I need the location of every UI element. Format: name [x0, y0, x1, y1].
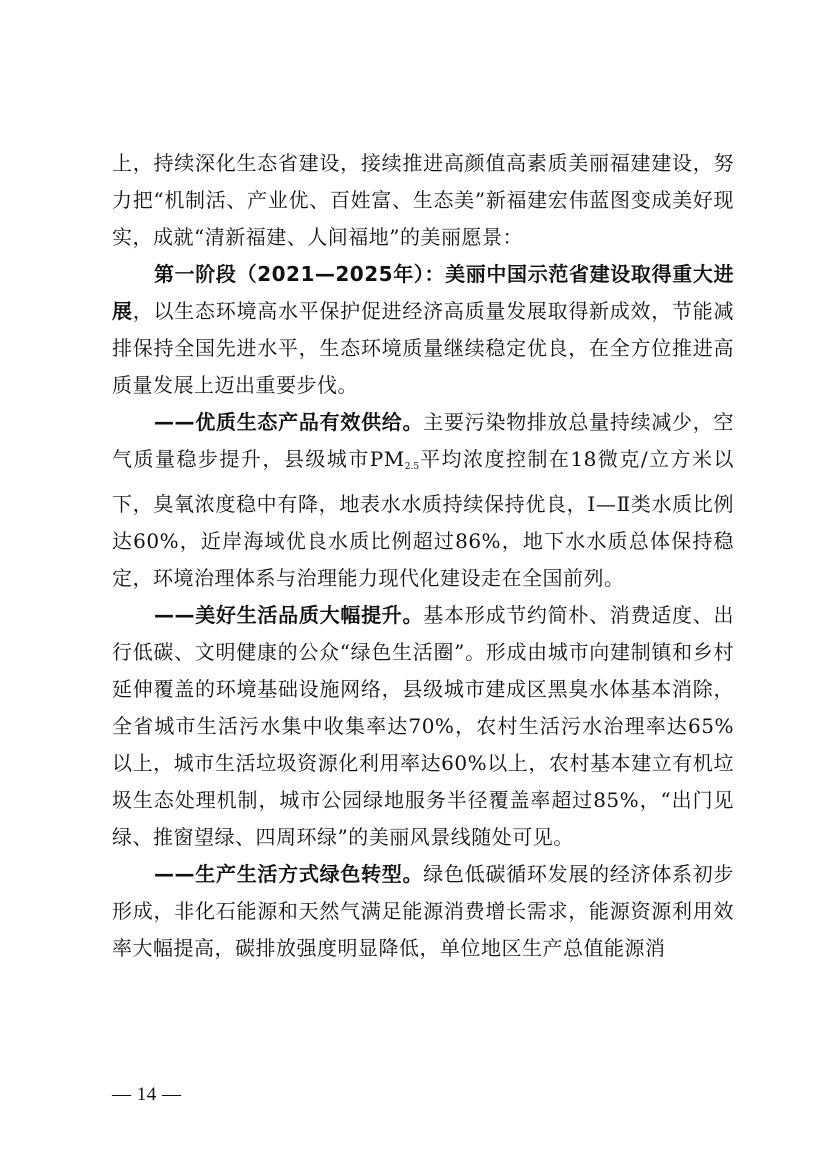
paragraph-heading: 第一阶段（2021—2025年）：美丽中国示范省建设取得重大进展	[112, 262, 734, 323]
document-body	[112, 145, 734, 967]
paragraph-text: 上，持续深化生态省建设，接续推进高颜值高素质美丽福建建设，努力把“机制活、产业优、百姓富、生态美”新福建宏伟蓝图变成美好现实，成就“清新福建、人间福地”的美丽愿景：	[112, 151, 734, 249]
paragraph-text: 平均浓度控制在18微克/立方米以下，臭氧浓度稳中有降，地表水水质持续保持优良，Ⅰ—Ⅱ类水质比例达60%，近岸海域优良水质比例超过86%，地下水水质总体保持稳定，环境治理体系与治理能力现代化建设走在全国前列。	[112, 447, 734, 590]
paragraph-ecological-products	[112, 404, 734, 597]
paragraph-text: 主要污染物排放总量持续减少，空气质量稳步提升，县级城市PM	[112, 410, 735, 471]
paragraph-green-transition	[112, 856, 734, 967]
paragraph-heading: ——生产生活方式绿色转型。	[154, 862, 424, 886]
paragraph-stage-one	[112, 256, 734, 404]
paragraph-text: 绿色低碳循环发展的经济体系初步形成，非化石能源和天然气满足能源消费增长需求，能源资源利用效率大幅提高，碳排放强度明显降低，单位地区生产总值能源消	[112, 862, 735, 960]
paragraph-heading: ——美好生活品质大幅提升。	[154, 603, 424, 627]
paragraph-text: 基本形成节约简朴、消费适度、出行低碳、文明健康的公众“绿色生活圈”。形成由城市向建制镇和乡村延伸覆盖的环境基础设施网络，县级城市建成区黑臭水体基本消除，全省城市生活污水集中收集率达70%，农村生活污水治理率达65%以上，城市生活垃圾资源化利用率达60%以上，农村基本建立有机垃圾生态处理机制，城市公园绿地服务半径覆盖率超过85%，“出门见绿、推窗望绿、四周环绿”的美丽风景线随处可见。	[112, 603, 735, 849]
pm-subscript: 2.5	[404, 462, 420, 472]
paragraph-quality-of-life	[112, 597, 734, 856]
paragraph-continuation	[112, 145, 734, 256]
paragraph-heading: ——优质生态产品有效供给。	[154, 410, 424, 434]
paragraph-text: ，以生态环境高水平保护促进经济高质量发展取得新成效，节能减排保持全国先进水平，生态环境质量继续稳定优良，在全方位推进高质量发展上迈出重要步伐。	[112, 299, 735, 397]
page-number: — 14 —	[112, 1084, 182, 1105]
